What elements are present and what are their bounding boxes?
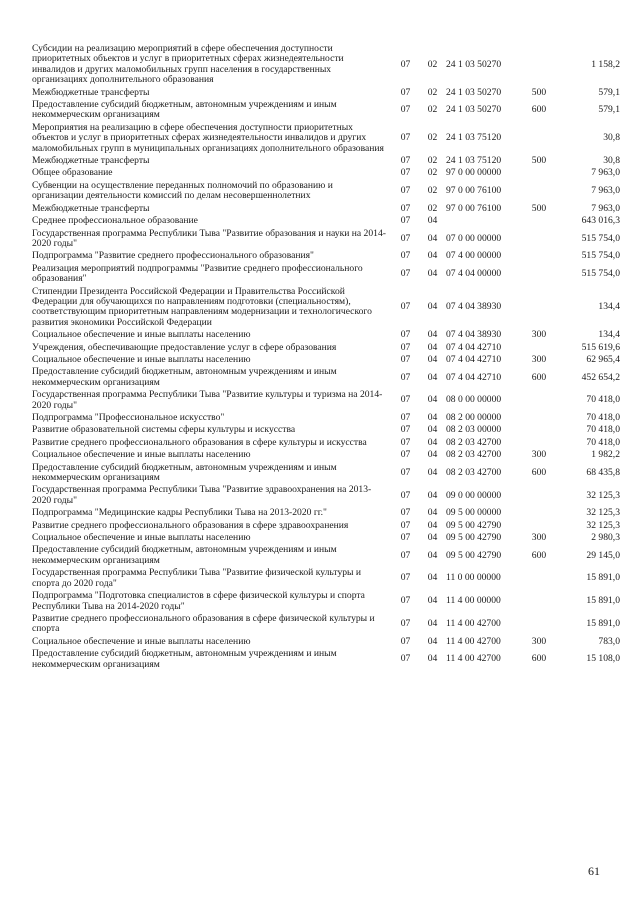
row-expense-type: 600 — [531, 466, 547, 478]
row-amount: 70 418,0 — [586, 394, 620, 406]
row-subsection: 04 — [427, 653, 438, 665]
row-amount: 515 754,0 — [581, 250, 620, 262]
row-amount: 70 418,0 — [586, 436, 620, 448]
row-target-article: 24 1 03 75120 — [446, 132, 502, 144]
row-expense-type — [524, 437, 554, 449]
row-amount: 515 619,6 — [581, 341, 620, 353]
row-section: 07 — [400, 572, 411, 584]
row-section: 07 — [400, 267, 411, 279]
row-expense-type — [524, 613, 554, 636]
row-expense-type: 600 — [531, 104, 547, 116]
row-section: 07 — [400, 215, 411, 227]
row-subsection: 04 — [427, 424, 438, 436]
row-amount: 29 145,0 — [586, 549, 620, 561]
row-section: 07 — [400, 329, 411, 341]
row-expense-type — [524, 484, 554, 507]
row-name: Предоставление субсидий бюджетным, автономным учреждениям и иным некоммерческим организациям — [32, 648, 337, 670]
table-row — [32, 155, 620, 167]
row-subsection: 04 — [427, 341, 438, 353]
row-expense-type — [524, 263, 554, 286]
row-amount: 7 963,0 — [591, 167, 620, 179]
table-row — [32, 567, 620, 590]
row-name: Межбюджетные трансферты — [32, 86, 150, 98]
row-amount: 15 891,0 — [586, 572, 620, 584]
table-row — [32, 437, 620, 449]
row-section: 07 — [400, 132, 411, 144]
row-target-article: 09 5 00 42790 — [446, 549, 502, 561]
row-name: Подпрограмма "Медицинские кадры Республики Тыва на 2013-2020 гг." — [32, 507, 327, 519]
row-expense-type: 600 — [531, 549, 547, 561]
row-name: Предоставление субсидий бюджетным, автономным учреждениям и иным некоммерческим организациям — [32, 366, 337, 388]
row-section: 07 — [400, 167, 411, 179]
row-amount: 452 654,2 — [581, 371, 620, 383]
row-expense-type: 300 — [531, 532, 547, 544]
row-name: Общее образование — [32, 167, 113, 179]
row-subsection: 04 — [427, 595, 438, 607]
row-name: Развитие образовательной системы сферы культуры и искусства — [32, 424, 296, 436]
row-name: Субсидии на реализацию мероприятий в сфере обеспечения доступности приоритетных объектов и услуг в приоритетных сферах жизнедеятельности инвалидов и других маломобильных групп населения в государственных организациях дополнительного образования — [32, 43, 344, 86]
row-section: 07 — [400, 371, 411, 383]
table-row — [32, 366, 620, 389]
row-name: Государственная программа Республики Тыва "Развитие здравоохранения на 2013-2020 годы" — [32, 484, 372, 506]
row-target-article: 07 4 00 00000 — [446, 250, 502, 262]
row-section: 07 — [400, 412, 411, 423]
row-name: Субвенции на осуществление переданных полномочий по образованию и организации деятельности комиссий по делам несовершеннолетних — [32, 179, 333, 202]
row-target-article: 97 0 00 76100 — [446, 185, 502, 197]
row-expense-type — [524, 180, 554, 203]
row-target-article: 24 1 03 75120 — [446, 155, 502, 167]
row-expense-type — [524, 228, 554, 251]
row-section: 07 — [400, 519, 411, 531]
row-target-article: 08 0 00 00000 — [446, 394, 502, 406]
row-section: 07 — [400, 353, 411, 365]
row-target-article: 07 4 04 38930 — [446, 329, 502, 341]
row-expense-type — [524, 567, 554, 590]
row-target-article: 97 0 00 00000 — [446, 167, 502, 179]
table-row — [32, 250, 620, 262]
table-row — [32, 263, 620, 286]
budget-table — [32, 43, 620, 671]
row-subsection: 04 — [427, 449, 438, 461]
row-amount: 579,1 — [598, 86, 620, 98]
row-amount: 134,4 — [598, 301, 620, 313]
row-section: 07 — [400, 449, 411, 461]
row-subsection: 02 — [427, 185, 438, 197]
row-target-article: 07 0 00 00000 — [446, 232, 502, 244]
row-subsection: 04 — [427, 353, 438, 365]
row-target-article: 08 2 00 00000 — [446, 412, 502, 423]
row-amount: 7 963,0 — [591, 202, 620, 214]
row-subsection: 04 — [427, 301, 438, 313]
row-section: 07 — [400, 549, 411, 561]
row-target-article: 24 1 03 50270 — [446, 104, 502, 116]
row-section: 07 — [400, 424, 411, 436]
row-section: 07 — [400, 86, 411, 98]
row-expense-type — [524, 424, 554, 436]
row-expense-type: 500 — [531, 202, 547, 214]
table-row — [32, 99, 620, 122]
row-subsection: 04 — [427, 412, 438, 423]
row-name: Социальное обеспечение и иные выплаты населению — [32, 353, 251, 365]
row-subsection: 04 — [427, 394, 438, 406]
row-expense-type — [524, 520, 554, 532]
row-amount: 579,1 — [598, 104, 620, 116]
row-expense-type — [524, 167, 554, 179]
row-section: 07 — [400, 104, 411, 116]
table-row — [32, 122, 620, 155]
row-subsection: 02 — [427, 86, 438, 98]
row-name: Государственная программа Республики Тыва "Развитие культуры и туризма на 2014-2020 годы" — [32, 389, 383, 411]
row-target-article: 11 0 00 00000 — [446, 572, 501, 584]
row-amount: 1 982,2 — [591, 449, 620, 461]
row-subsection: 04 — [427, 436, 438, 448]
row-section: 07 — [400, 635, 411, 647]
row-target-article: 11 4 00 42700 — [446, 618, 501, 630]
table-row — [32, 648, 620, 671]
row-target-article: 07 4 04 42710 — [446, 341, 502, 353]
row-amount: 70 418,0 — [586, 412, 620, 423]
row-subsection: 02 — [427, 132, 438, 144]
row-subsection: 04 — [427, 250, 438, 262]
row-expense-type: 600 — [531, 653, 547, 665]
table-row — [32, 389, 620, 412]
row-subsection: 02 — [427, 58, 438, 70]
row-expense-type: 500 — [531, 155, 547, 167]
row-expense-type: 300 — [531, 353, 547, 365]
row-expense-type — [524, 250, 554, 262]
page-number: 61 — [588, 864, 600, 878]
row-name: Социальное обеспечение и иные выплаты населению — [32, 329, 251, 341]
row-name: Реализация мероприятий подпрограммы "Развитие среднего профессионального образования" — [32, 262, 363, 285]
table-row — [32, 424, 620, 436]
row-subsection: 04 — [427, 329, 438, 341]
table-row — [32, 532, 620, 544]
row-subsection: 02 — [427, 167, 438, 179]
row-name: Мероприятия на реализацию в сфере обеспечения доступности приоритетных объектов и услуг в приоритетных сферах жизнедеятельности инвалидов и других маломобильных групп в муниципальных организациях дополнительного образования — [32, 121, 384, 154]
table-row — [32, 228, 620, 251]
row-amount: 32 125,3 — [586, 489, 620, 501]
row-amount: 515 754,0 — [581, 267, 620, 279]
row-expense-type — [524, 342, 554, 354]
table-row — [32, 215, 620, 227]
row-target-article: 07 4 04 00000 — [446, 267, 502, 279]
row-amount: 68 435,8 — [586, 466, 620, 478]
row-expense-type — [524, 590, 554, 613]
row-section: 07 — [400, 341, 411, 353]
row-name: Подпрограмма "Профессиональное искусство" — [32, 412, 225, 423]
row-name: Предоставление субсидий бюджетным, автономным учреждениям и иным некоммерческим организациям — [32, 544, 337, 566]
row-target-article: 08 2 03 42700 — [446, 449, 502, 461]
row-subsection: 02 — [427, 202, 438, 214]
row-amount: 30,8 — [603, 155, 620, 167]
row-name: Социальное обеспечение и иные выплаты населению — [32, 449, 251, 461]
row-amount: 70 418,0 — [586, 424, 620, 436]
row-expense-type: 300 — [531, 329, 547, 341]
row-subsection: 04 — [427, 618, 438, 630]
row-name: Социальное обеспечение и иные выплаты населению — [32, 635, 251, 647]
table-row — [32, 520, 620, 532]
row-expense-type: 300 — [531, 449, 547, 461]
row-expense-type: 300 — [531, 635, 547, 647]
row-section: 07 — [400, 532, 411, 544]
row-name: Межбюджетные трансферты — [32, 202, 150, 214]
row-subsection: 04 — [427, 549, 438, 561]
row-name: Предоставление субсидий бюджетным, автономным учреждениям и иным некоммерческим организациям — [32, 99, 337, 121]
row-subsection: 02 — [427, 155, 438, 167]
row-expense-type — [524, 507, 554, 519]
row-section: 07 — [400, 202, 411, 214]
table-row — [32, 286, 620, 330]
row-subsection: 04 — [427, 519, 438, 531]
row-target-article: 97 0 00 76100 — [446, 202, 502, 214]
row-subsection: 04 — [427, 532, 438, 544]
row-target-article: 24 1 03 50270 — [446, 58, 502, 70]
row-target-article: 24 1 03 50270 — [446, 86, 502, 98]
row-expense-type: 600 — [531, 371, 547, 383]
row-amount: 515 754,0 — [581, 232, 620, 244]
table-row — [32, 544, 620, 567]
row-name: Стипендии Президента Российской Федерации и Правительства Российской Федерации для обучающихся по направлениям подготовки (специальностям), соответствующим приоритетным направлениям модернизации и технологического развития экономики Российской Федерации — [32, 285, 372, 328]
table-row — [32, 87, 620, 99]
row-expense-type — [524, 389, 554, 412]
table-row — [32, 167, 620, 179]
row-subsection: 04 — [427, 572, 438, 584]
row-name: Среднее профессиональное образование — [32, 215, 198, 227]
row-section: 07 — [400, 185, 411, 197]
row-subsection: 04 — [427, 635, 438, 647]
table-row — [32, 590, 620, 613]
row-section: 07 — [400, 595, 411, 607]
table-row — [32, 180, 620, 203]
row-expense-type — [524, 412, 554, 424]
row-subsection: 04 — [427, 466, 438, 478]
table-row — [32, 342, 620, 354]
table-row — [32, 636, 620, 648]
row-section: 07 — [400, 250, 411, 262]
row-amount: 15 891,0 — [586, 618, 620, 630]
row-name: Подпрограмма "Подготовка специалистов в сфере физической культуры и спорта Республики Тыва на 2014-2020 годы" — [32, 590, 365, 612]
table-row — [32, 203, 620, 215]
table-row — [32, 484, 620, 507]
row-section: 07 — [400, 507, 411, 519]
table-row — [32, 43, 620, 87]
row-target-article: 08 2 03 42700 — [446, 436, 502, 448]
row-amount: 783,0 — [598, 635, 620, 647]
row-target-article: 11 4 00 42700 — [446, 653, 501, 665]
row-target-article: 08 2 03 00000 — [446, 424, 502, 436]
row-expense-type — [524, 43, 554, 87]
row-name: Развитие среднего профессионального образования в сфере культуры и искусства — [32, 436, 367, 448]
row-target-article: 09 5 00 42790 — [446, 519, 502, 531]
row-name: Учреждения, обеспечивающие предоставление услуг в сфере образования — [32, 341, 337, 353]
row-amount: 15 108,0 — [586, 653, 620, 665]
row-amount: 7 963,0 — [591, 185, 620, 197]
row-section: 07 — [400, 232, 411, 244]
row-target-article: 09 0 00 00000 — [446, 489, 502, 501]
row-section: 07 — [400, 58, 411, 70]
row-section: 07 — [400, 394, 411, 406]
row-target-article: 09 5 00 42790 — [446, 532, 502, 544]
table-row — [32, 462, 620, 485]
row-amount: 32 125,3 — [586, 519, 620, 531]
row-amount: 134,4 — [598, 329, 620, 341]
row-expense-type: 500 — [531, 86, 547, 98]
row-subsection: 04 — [427, 267, 438, 279]
row-target-article — [446, 215, 524, 227]
row-subsection: 04 — [427, 507, 438, 519]
row-target-article: 07 4 04 42710 — [446, 353, 502, 365]
row-subsection: 04 — [427, 371, 438, 383]
row-name: Предоставление субсидий бюджетным, автономным учреждениям и иным некоммерческим организациям — [32, 461, 337, 484]
table-row — [32, 613, 620, 636]
table-row — [32, 507, 620, 519]
table-row — [32, 449, 620, 461]
row-section: 07 — [400, 436, 411, 448]
row-subsection: 02 — [427, 104, 438, 116]
row-target-article: 11 4 00 42700 — [446, 635, 501, 647]
row-name: Межбюджетные трансферты — [32, 155, 150, 167]
row-subsection: 04 — [427, 232, 438, 244]
row-subsection: 04 — [427, 489, 438, 501]
row-amount: 30,8 — [603, 132, 620, 144]
row-amount: 15 891,0 — [586, 595, 620, 607]
row-expense-type — [524, 122, 554, 155]
budget-table-body — [32, 43, 620, 671]
row-section: 07 — [400, 155, 411, 167]
row-section: 07 — [400, 618, 411, 630]
row-name: Подпрограмма "Развитие среднего профессионального образования" — [32, 250, 314, 262]
row-amount: 62 965,4 — [586, 353, 620, 365]
row-target-article: 07 4 04 38930 — [446, 301, 502, 313]
row-name: Социальное обеспечение и иные выплаты населению — [32, 532, 251, 544]
row-expense-type — [524, 286, 554, 330]
row-section: 07 — [400, 489, 411, 501]
table-row — [32, 354, 620, 366]
row-name: Развитие среднего профессионального образования в сфере здравоохранения — [32, 519, 349, 531]
row-section: 07 — [400, 301, 411, 313]
table-row — [32, 329, 620, 341]
row-section: 07 — [400, 466, 411, 478]
row-name: Государственная программа Республики Тыва "Развитие физической культуры и спорта до 2020 года" — [32, 567, 362, 589]
row-target-article: 08 2 03 42700 — [446, 466, 502, 478]
row-amount: 643 016,3 — [581, 215, 620, 227]
row-target-article: 07 4 04 42710 — [446, 371, 502, 383]
table-row — [32, 412, 620, 424]
row-target-article: 09 5 00 00000 — [446, 507, 502, 519]
row-amount: 2 980,3 — [591, 532, 620, 544]
row-amount: 1 158,2 — [591, 58, 620, 70]
row-amount: 32 125,3 — [586, 507, 620, 519]
row-name: Развитие среднего профессионального образования в сфере физической культуры и спорта — [32, 612, 375, 635]
row-subsection: 04 — [427, 215, 438, 227]
row-target-article: 11 4 00 00000 — [446, 595, 501, 607]
row-name: Государственная программа Республики Тыва "Развитие образования и науки на 2014-2020 годы" — [32, 227, 386, 249]
row-expense-type — [524, 215, 554, 227]
row-section: 07 — [400, 653, 411, 665]
